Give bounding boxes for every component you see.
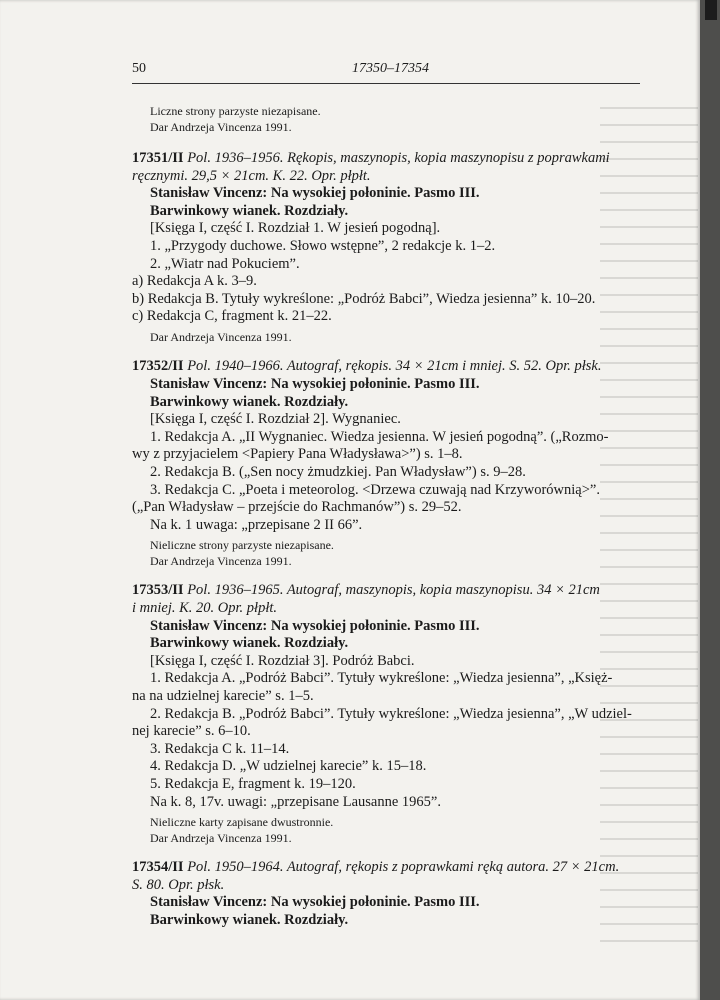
entry-description <box>132 582 640 600</box>
catalog-entry-17354 <box>132 859 640 929</box>
entry-line: [Księga I, część I. Rozdział 2]. Wygnaniec. <box>150 411 401 428</box>
entry-desc-line <box>132 600 640 618</box>
entry-line: c) Redakcja C, fragment k. 21–22. <box>132 308 332 325</box>
entry-line: 2. Redakcja B. „Podróż Babci”. Tytuły wykreślone: „Wiedza jesienna”, „W udziel- <box>150 705 632 722</box>
entry-line: 1. Redakcja A. „II Wygnaniec. Wiedza jesienna. W jesień pogodną”. („Rozmo- <box>150 428 609 445</box>
entry-line: 2. Redakcja B. („Sen nocy żmudzkiej. Pan Władysław”) s. 9–28. <box>150 464 526 480</box>
entry-line: b) Redakcja B. Tytuły wykreślone: „Podróż Babci”, Wiedza jesienna” k. 10–20. <box>132 290 596 307</box>
note-line: Nieliczne karty zapisane dwustronnie. <box>150 815 334 830</box>
entry-desc-line: Pol. 1940–1966. Autograf, rękopis. 34 × 21cm i mniej. S. 52. Opr. płsk. <box>187 358 602 375</box>
entry-subtitle: Barwinkowy wianek. Rozdziały. <box>150 202 349 219</box>
catalog-content <box>132 104 640 929</box>
entry-line: nej karecie” s. 6–10. <box>132 723 251 740</box>
entry-desc-text: ręcznymi. 29,5 × 21cm. K. 22. Opr. płpłt. <box>132 167 371 184</box>
entry-line: 1. „Przygody duchowe. Słowo wstępne”, 2 redakcje k. 1–2. <box>150 237 496 254</box>
running-header <box>132 61 640 84</box>
entry-line: [Księga I, część I. Rozdział 1. W jesień pogodną]. <box>150 220 441 237</box>
entry-desc-line: Pol. 1950–1964. Autograf, rękopis z poprawkami ręką autora. 27 × 21cm. <box>187 859 620 876</box>
catalog-entry-17351 <box>132 150 640 345</box>
entry-line: a) Redakcja A k. 3–9. <box>132 273 257 290</box>
entry-description <box>132 358 640 376</box>
scanner-edge-mark <box>705 0 717 20</box>
entry-line: wy z przyjacielem <Papiery Pana Władysława>”) s. 1–8. <box>132 446 463 463</box>
entry-line: na na udzielnej karecie” s. 1–5. <box>132 687 314 704</box>
entry-line: Na k. 8, 17v. uwagi: „przepisane Lausanne 1965”. <box>150 793 441 810</box>
entry-description <box>132 859 640 877</box>
running-head: 17350–17354 <box>352 61 429 76</box>
entry-title: Stanisław Vincenz: Na wysokiej połoninie. Pasmo III. <box>150 376 480 393</box>
entry-title: Stanisław Vincenz: Na wysokiej połoninie. Pasmo III. <box>150 617 480 634</box>
catalog-entry-17353 <box>132 582 640 846</box>
entry-desc-text: i mniej. K. 20. Opr. płpłt. <box>132 599 278 616</box>
entry-subtitle: Barwinkowy wianek. Rozdziały. <box>150 393 349 410</box>
note-line: Dar Andrzeja Vincenza 1991. <box>150 119 292 134</box>
entry-desc-line: Pol. 1936–1956. Rękopis, maszynopis, kopia maszynopisu z poprawkami <box>187 150 610 166</box>
entry-subtitle: Barwinkowy wianek. Rozdziały. <box>150 635 349 652</box>
note-line: Nieliczne strony parzyste niezapisane. <box>150 538 334 553</box>
entry-title: Stanisław Vincenz: Na wysokiej połoninie. Pasmo III. <box>150 894 480 911</box>
catalog-entry-17352 <box>132 358 640 569</box>
entry-number: 17351/II <box>132 150 184 166</box>
page-number: 50 <box>132 61 146 76</box>
entry-line: („Pan Władysław – przejście do Rachmanów”) s. 29–52. <box>132 499 462 516</box>
entry-line: 2. „Wiatr nad Pokuciem”. <box>150 255 300 272</box>
entry-desc-text: S. 80. Opr. płsk. <box>132 876 225 893</box>
entry-subtitle: Barwinkowy wianek. Rozdziały. <box>150 911 349 928</box>
entry-title: Stanisław Vincenz: Na wysokiej połoninie. Pasmo III. <box>150 185 480 202</box>
entry-line: [Księga I, część I. Rozdział 3]. Podróż Babci. <box>150 652 415 669</box>
scanner-edge <box>700 0 720 1000</box>
entry-line: 1. Redakcja A. „Podróż Babci”. Tytuły wykreślone: „Wiedza jesienna”, „Księż- <box>150 670 613 687</box>
entry-desc-line: Pol. 1936–1965. Autograf, maszynopis, kopia maszynopisu. 34 × 21cm <box>187 582 600 599</box>
note-line: Dar Andrzeja Vincenza 1991. <box>150 329 292 344</box>
entry-number: 17352/II <box>132 358 184 375</box>
note-line: Dar Andrzeja Vincenza 1991. <box>150 553 292 568</box>
note-line: Dar Andrzeja Vincenza 1991. <box>150 830 292 845</box>
note-line: Liczne strony parzyste niezapisane. <box>150 104 321 118</box>
entry-line: 3. Redakcja C k. 11–14. <box>150 740 290 757</box>
entry-line: Na k. 1 uwaga: „przepisane 2 II 66”. <box>150 516 363 533</box>
entry-number: 17353/II <box>132 582 184 599</box>
entry-description <box>132 150 640 168</box>
entry-desc-line <box>132 168 640 186</box>
entry-desc-line <box>132 877 640 895</box>
entry-line: 3. Redakcja C. „Poeta i meteorolog. <Drzewa czuwają nad Krzyworównią>”. <box>150 481 600 498</box>
entry-line: 4. Redakcja D. „W udzielnej karecie” k. 15–18. <box>150 758 427 775</box>
entry-number: 17354/II <box>132 859 184 876</box>
entry-line: 5. Redakcja E, fragment k. 19–120. <box>150 775 356 792</box>
